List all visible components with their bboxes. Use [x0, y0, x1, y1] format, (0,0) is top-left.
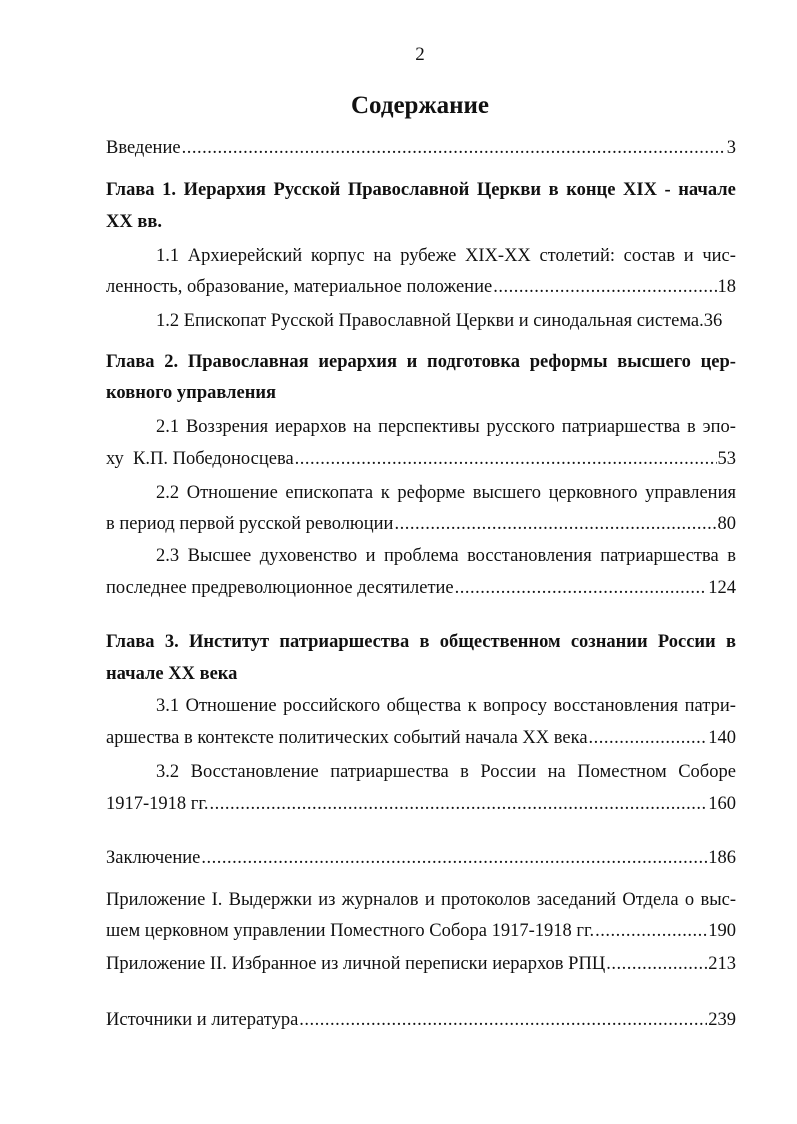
toc-entry-1-1-line2[interactable]: ленность, образование, материальное положение ..... 18	[106, 275, 736, 299]
dot-leader	[394, 512, 716, 536]
toc-page-number: 140	[708, 728, 736, 748]
chapter3-heading-line1[interactable]: Глава 3. Институт патриаршества в общественном сознании России в	[106, 632, 736, 652]
chapter1-heading-line2[interactable]: XX вв.	[106, 212, 162, 232]
toc-page-number: 190	[708, 921, 736, 941]
chapter2-heading-line2[interactable]: ковного управления	[106, 383, 277, 403]
toc-page-number: 213	[708, 954, 736, 974]
toc-entry-intro[interactable]	[106, 136, 736, 160]
toc-entry-3-2-line2[interactable]: 1917-1918 гг. ..... 160	[106, 792, 736, 816]
toc-page-number: 186	[708, 848, 736, 868]
toc-entry-text: Введение	[106, 138, 181, 158]
toc-entry-2-3-line2[interactable]: последнее предреволюционное десятилетие ..... 124	[106, 576, 736, 600]
toc-entry-2-1-line2[interactable]: ху К.П. Победоносцева ..... 53	[106, 447, 736, 471]
toc-entry-conclusion[interactable]: Заключение ..... 186	[106, 846, 736, 870]
toc-entry-2-2-line1[interactable]: 2.2 Отношение епископата к реформе высшего церковного управления	[156, 483, 736, 503]
toc-entry-appendix2[interactable]: Приложение II. Избранное из личной переписки иерархов РПЦ ..... 213	[106, 952, 736, 976]
dot-leader	[201, 846, 707, 870]
dot-leader	[606, 952, 707, 976]
toc-entry-1-1-line1[interactable]: 1.1 Архиерейский корпус на рубеже XIX-XX столетий: состав и чис-	[156, 246, 736, 266]
toc-entry-2-1-line1[interactable]: 2.1 Воззрения иерархов на перспективы русского патриаршества в эпо-	[156, 417, 736, 437]
toc-page-number: 53	[717, 449, 736, 469]
chapter2-heading-line1[interactable]: Глава 2. Православная иерархия и подготовка реформы высшего цер-	[106, 352, 736, 372]
dot-leader	[295, 447, 717, 471]
toc-entry-2-2-line2[interactable]: в период первой русской революции ..... 80	[106, 512, 736, 536]
toc-entry-appendix1-line2[interactable]: шем церковном управлении Поместного Собора 1917-1918 гг. ..... 190	[106, 919, 736, 943]
toc-entry-3-1-line2[interactable]: аршества в контексте политических событий начала XX века ..... 140	[106, 726, 736, 750]
toc-entry-sources[interactable]: Источники и литература ..... 239	[106, 1008, 736, 1032]
dot-leader	[589, 726, 708, 750]
toc-page-number: 3	[726, 138, 736, 158]
toc-entry-1-2[interactable]: 1.2 Епископат Русской Православной Церкви и синодальная система.36	[156, 311, 723, 331]
chapter1-heading-line1[interactable]: Глава 1. Иерархия Русской Православной Церкви в конце XIX - начале	[106, 180, 736, 200]
toc-page-number: 239	[708, 1010, 736, 1030]
toc-page-number: 124	[708, 578, 736, 598]
dot-leader	[595, 919, 707, 943]
dot-leader	[210, 792, 708, 816]
toc-page-number: 80	[717, 514, 736, 534]
page-number: 2	[415, 44, 425, 65]
toc-entry-3-1-line1[interactable]: 3.1 Отношение российского общества к вопросу восстановления патри-	[156, 696, 736, 716]
toc-entry-appendix1-line1[interactable]: Приложение I. Выдержки из журналов и протоколов заседаний Отдела о выс-	[106, 890, 736, 910]
toc-page-number: 18	[717, 277, 736, 297]
dot-leader	[493, 275, 716, 299]
page-title: Содержание	[350, 92, 489, 119]
toc-entry-2-3-line1[interactable]: 2.3 Высшее духовенство и проблема восстановления патриаршества в	[156, 546, 736, 566]
toc-page-number: 160	[708, 794, 736, 814]
dot-leader	[299, 1008, 707, 1032]
dot-leader	[455, 576, 708, 600]
toc-entry-3-2-line1[interactable]: 3.2 Восстановление патриаршества в России на Поместном Соборе	[156, 762, 736, 782]
chapter3-heading-line2[interactable]: начале XX века	[106, 664, 238, 684]
dot-leader	[182, 136, 726, 160]
